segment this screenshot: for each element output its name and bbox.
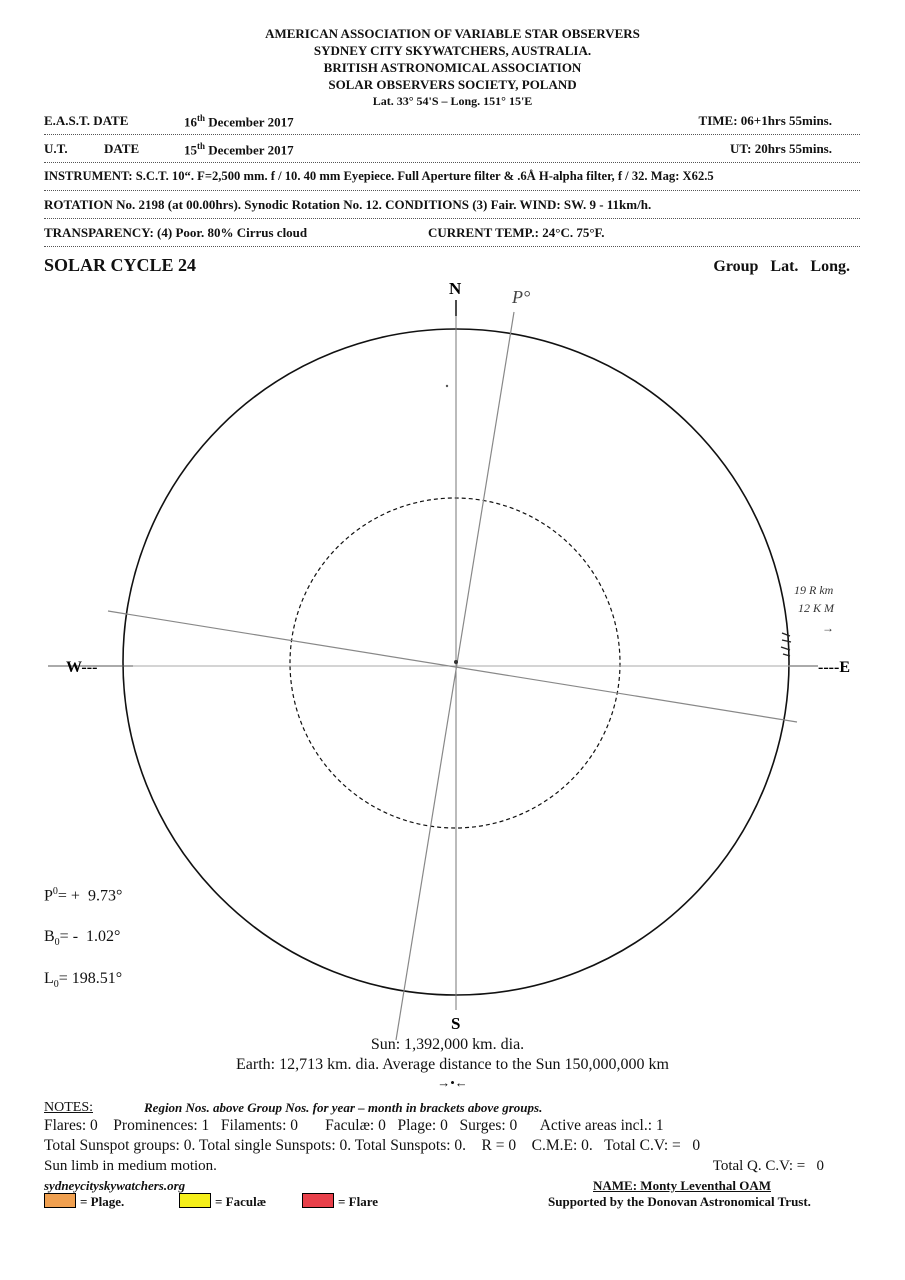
region-note: Region Nos. above Group Nos. for year – month in brackets above groups. (144, 1100, 543, 1115)
instrument-row: INSTRUMENT: S.C.T. 10“. F=2,500 mm. f / 10. 40 mm Eyepiece. Full Aperture filter & .6Å H-alpha filter, f / 32. Mag: X62.5 (44, 169, 714, 183)
scale-arrow: →•← (437, 1075, 468, 1090)
observer-name: NAME: Monty Leventhal OAM (593, 1178, 772, 1193)
activity-counts: Flares: 0 Prominences: 1 Filaments: 0 Faculæ: 0 Plage: 0 Surges: 0 Active areas incl.: 1 (44, 1117, 664, 1134)
legend-plage: = Plage. (44, 1194, 124, 1209)
handwritten-arrow: → (822, 621, 834, 635)
notes-label: NOTES: (44, 1100, 93, 1115)
header-coords: Lat. 33° 54'S – Long. 151° 15'E (372, 94, 533, 108)
ut-time: UT: 20hrs 55mins. (730, 141, 832, 156)
supported-by: Supported by the Donovan Astronomical Trust. (548, 1194, 811, 1209)
east-label: ----E (818, 659, 850, 676)
solar-cycle-title: SOLAR CYCLE 24 (44, 255, 197, 275)
notes-section (44, 1097, 860, 1210)
east-time: TIME: 06+1hrs 55mins. (698, 113, 832, 128)
plage-swatch (44, 1193, 76, 1208)
handwritten-note-1: 19 R km (794, 583, 834, 597)
sun-earth-info (0, 1035, 905, 1091)
current-temp: CURRENT TEMP.: 24°C. 75°F. (428, 225, 605, 240)
header-line-4: SOLAR OBSERVERS SOCIETY, POLAND (328, 77, 577, 92)
p-angle: $P^0= + 9.73^\circ$ (44, 886, 123, 905)
east-date-value: 16th December 2017 (184, 113, 294, 130)
legend-flare: = Flare (302, 1192, 378, 1212)
website: sydneycityskywatchers.org (44, 1178, 186, 1193)
dust-speck (446, 385, 448, 387)
disk-center (454, 660, 458, 664)
sun-diameter: Sun: 1,392,000 km. dia. (370, 1036, 525, 1053)
b-angle: $B_0= - 1.02^\circ$ (44, 928, 121, 949)
rotation-row: ROTATION No. 2198 (at 00.00hrs). Synodic Rotation No. 12. CONDITIONS (3) Fair. WIND: SW. 9 - 11km/h. (44, 197, 652, 212)
earth-info: Earth: 12,713 km. dia. Average distance to the Sun 150,000,000 km (236, 1056, 669, 1073)
handwritten-note-2: 12 K M (798, 601, 834, 615)
north-label: N (449, 279, 462, 298)
sunspot-totals: Total Sunspot groups: 0. Total single Sunspots: 0. Total Sunspots: 0. R = 0 C.M.E: 0. Total C.V: = 0 (44, 1137, 701, 1154)
header-line-1: AMERICAN ASSOCIATION OF VARIABLE STAR OBSERVERS (265, 26, 640, 41)
south-label: S (451, 1014, 461, 1033)
faculae-swatch (179, 1193, 211, 1208)
group-columns-header: Group Lat. Long. (713, 258, 850, 275)
east-date-label: E.A.S.T. DATE (44, 113, 129, 128)
west-label: W--- (66, 659, 98, 676)
ut-date-label: DATE (104, 141, 140, 156)
transparency: TRANSPARENCY: (4) Poor. 80% Cirrus cloud (44, 225, 308, 240)
flare-swatch (302, 1193, 334, 1208)
header-line-2: SYDNEY CITY SKYWATCHERS, AUSTRALIA. (313, 43, 592, 58)
rotation-axis-line (396, 312, 514, 1040)
total-qcv: Total Q. C.V: = 0 (712, 1158, 824, 1174)
ut-date-value: 15th December 2017 (184, 141, 294, 158)
l-angle: $L_0= 198.51^\circ$ (44, 970, 123, 991)
header-line-3: BRITISH ASTRONOMICAL ASSOCIATION (323, 60, 582, 75)
ut-label: U.T. (44, 141, 68, 156)
legend-faculae: = Faculæ (179, 1192, 266, 1212)
limb-note: Sun limb in medium motion. (44, 1158, 217, 1174)
p-axis-handwritten-label: P° (512, 287, 531, 307)
